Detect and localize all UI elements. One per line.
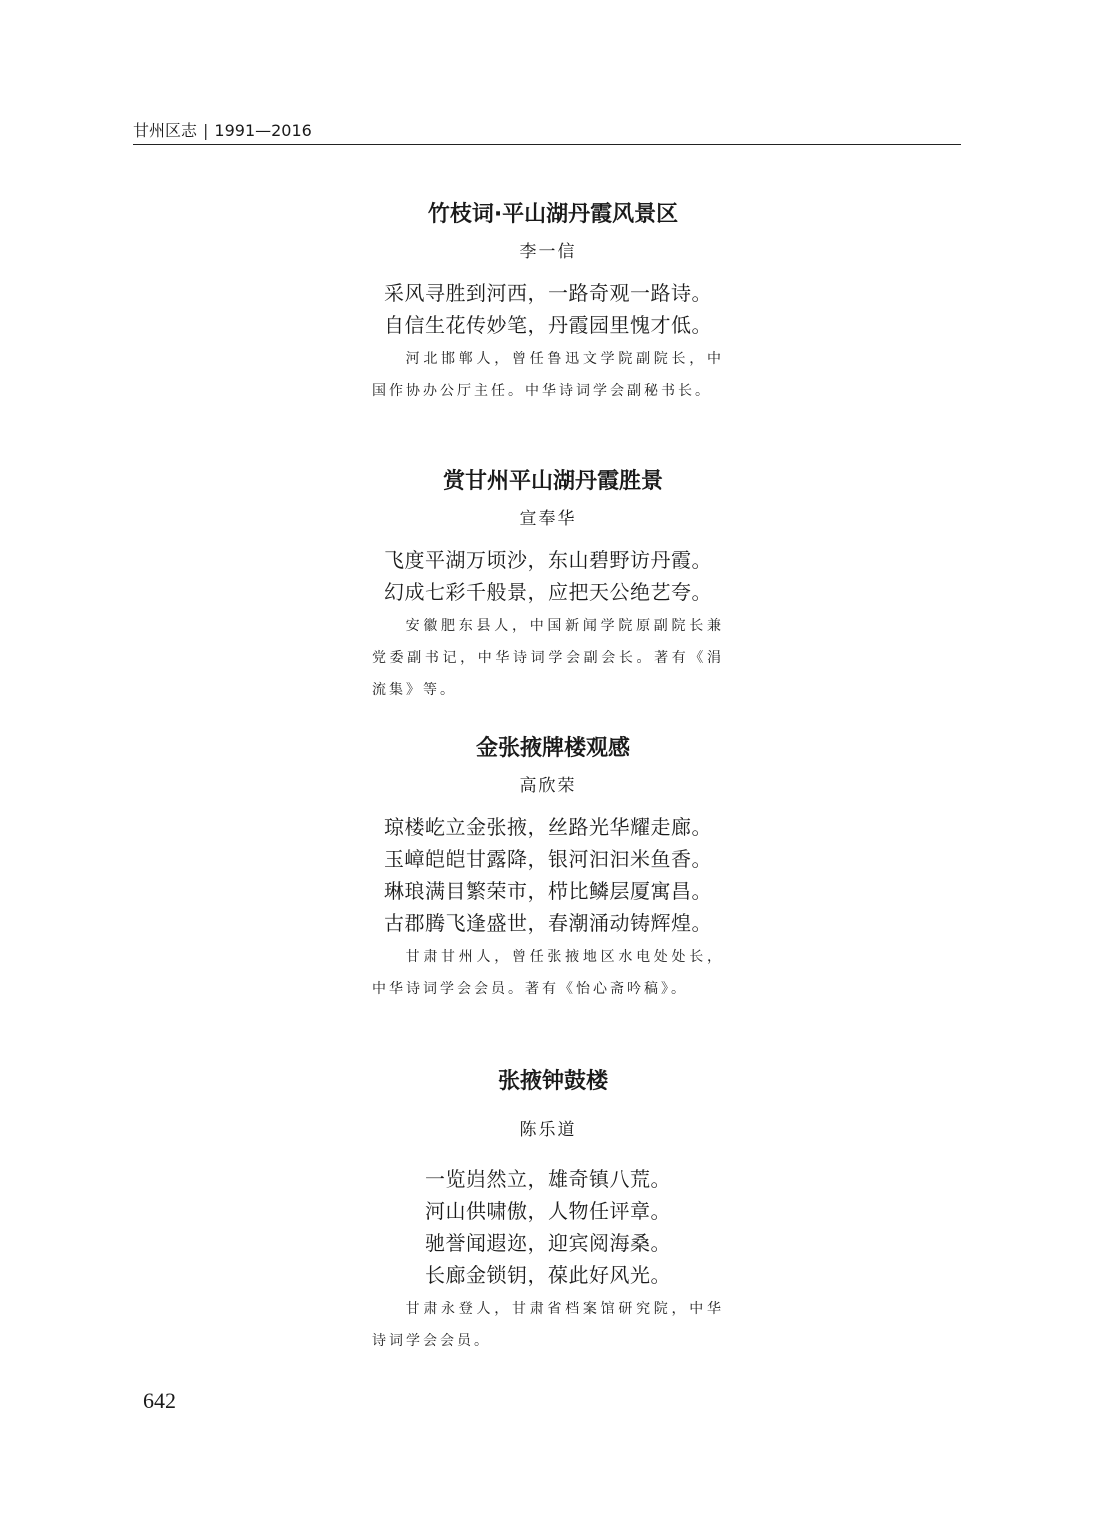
poem-author: 宣奉华 [519,509,577,529]
poem-author: 李一信 [519,242,577,262]
poem-line: 一览岿然立，雄奇镇八荒。 [425,1167,671,1191]
header-years: 1991—2016 [214,121,312,140]
poem-lines [372,544,724,608]
book-title: 甘州区志 [133,121,198,140]
header-separator: | [203,121,209,140]
poem-lines [372,277,724,341]
poem-title: 张掖钟鼓楼 [497,1069,608,1094]
page-number: 642 [143,1388,176,1413]
poem-line: 幻成七彩千般景，应把天公绝艺夸。 [384,580,712,604]
poem-title: 赏甘州平山湖丹霞胜景 [442,469,663,494]
author-bio: 甘肃甘州人，曾任张掖地区水电处处长，中华诗词学会会员。著有《怡心斋吟稿》。 [372,949,724,997]
poem-line: 河山供啸傲，人物任评章。 [425,1199,671,1223]
poem-3 [372,734,724,1005]
poem-line: 驰誉闻遐迩，迎宾阅海桑。 [425,1231,671,1255]
author-bio: 甘肃永登人，甘肃省档案馆研究院，中华诗词学会会员。 [372,1301,724,1349]
poem-line: 自信生花传妙笔，丹霞园里愧才低。 [384,313,712,337]
poem-line: 飞度平湖万顷沙，东山碧野访丹霞。 [384,548,712,572]
poem-line: 琼楼屹立金张掖，丝路光华耀走廊。 [384,815,712,839]
author-bio: 河北邯郸人，曾任鲁迅文学院副院长，中国作协办公厅主任。中华诗词学会副秘书长。 [372,351,724,399]
running-header [133,120,961,145]
poem-author: 高欣荣 [519,776,577,796]
poem-title: 竹枝词·平山湖丹霞风景区 [427,202,679,227]
author-bio: 安徽肥东县人，中国新闻学院原副院长兼党委副书记，中华诗词学会副会长。著有《涓流集》等。 [372,618,724,698]
poem-line: 琳琅满目繁荣市，栉比鳞层厦寓昌。 [384,879,712,903]
poem-2 [372,467,724,706]
poem-line: 长廊金锁钥，葆此好风光。 [425,1263,671,1287]
poem-lines [372,811,724,939]
poem-author: 陈乐道 [519,1120,577,1140]
poem-title: 金张掖牌楼观感 [475,736,630,761]
poem-line: 玉嶂皑皑甘露降，银河汩汩米鱼香。 [384,847,712,871]
poem-line: 采风寻胜到河西，一路奇观一路诗。 [384,281,712,305]
poem-4 [372,1067,724,1357]
poem-1 [372,200,724,407]
poem-lines [372,1163,724,1291]
poem-line: 古郡腾飞逢盛世，春潮涌动铸辉煌。 [384,911,712,935]
